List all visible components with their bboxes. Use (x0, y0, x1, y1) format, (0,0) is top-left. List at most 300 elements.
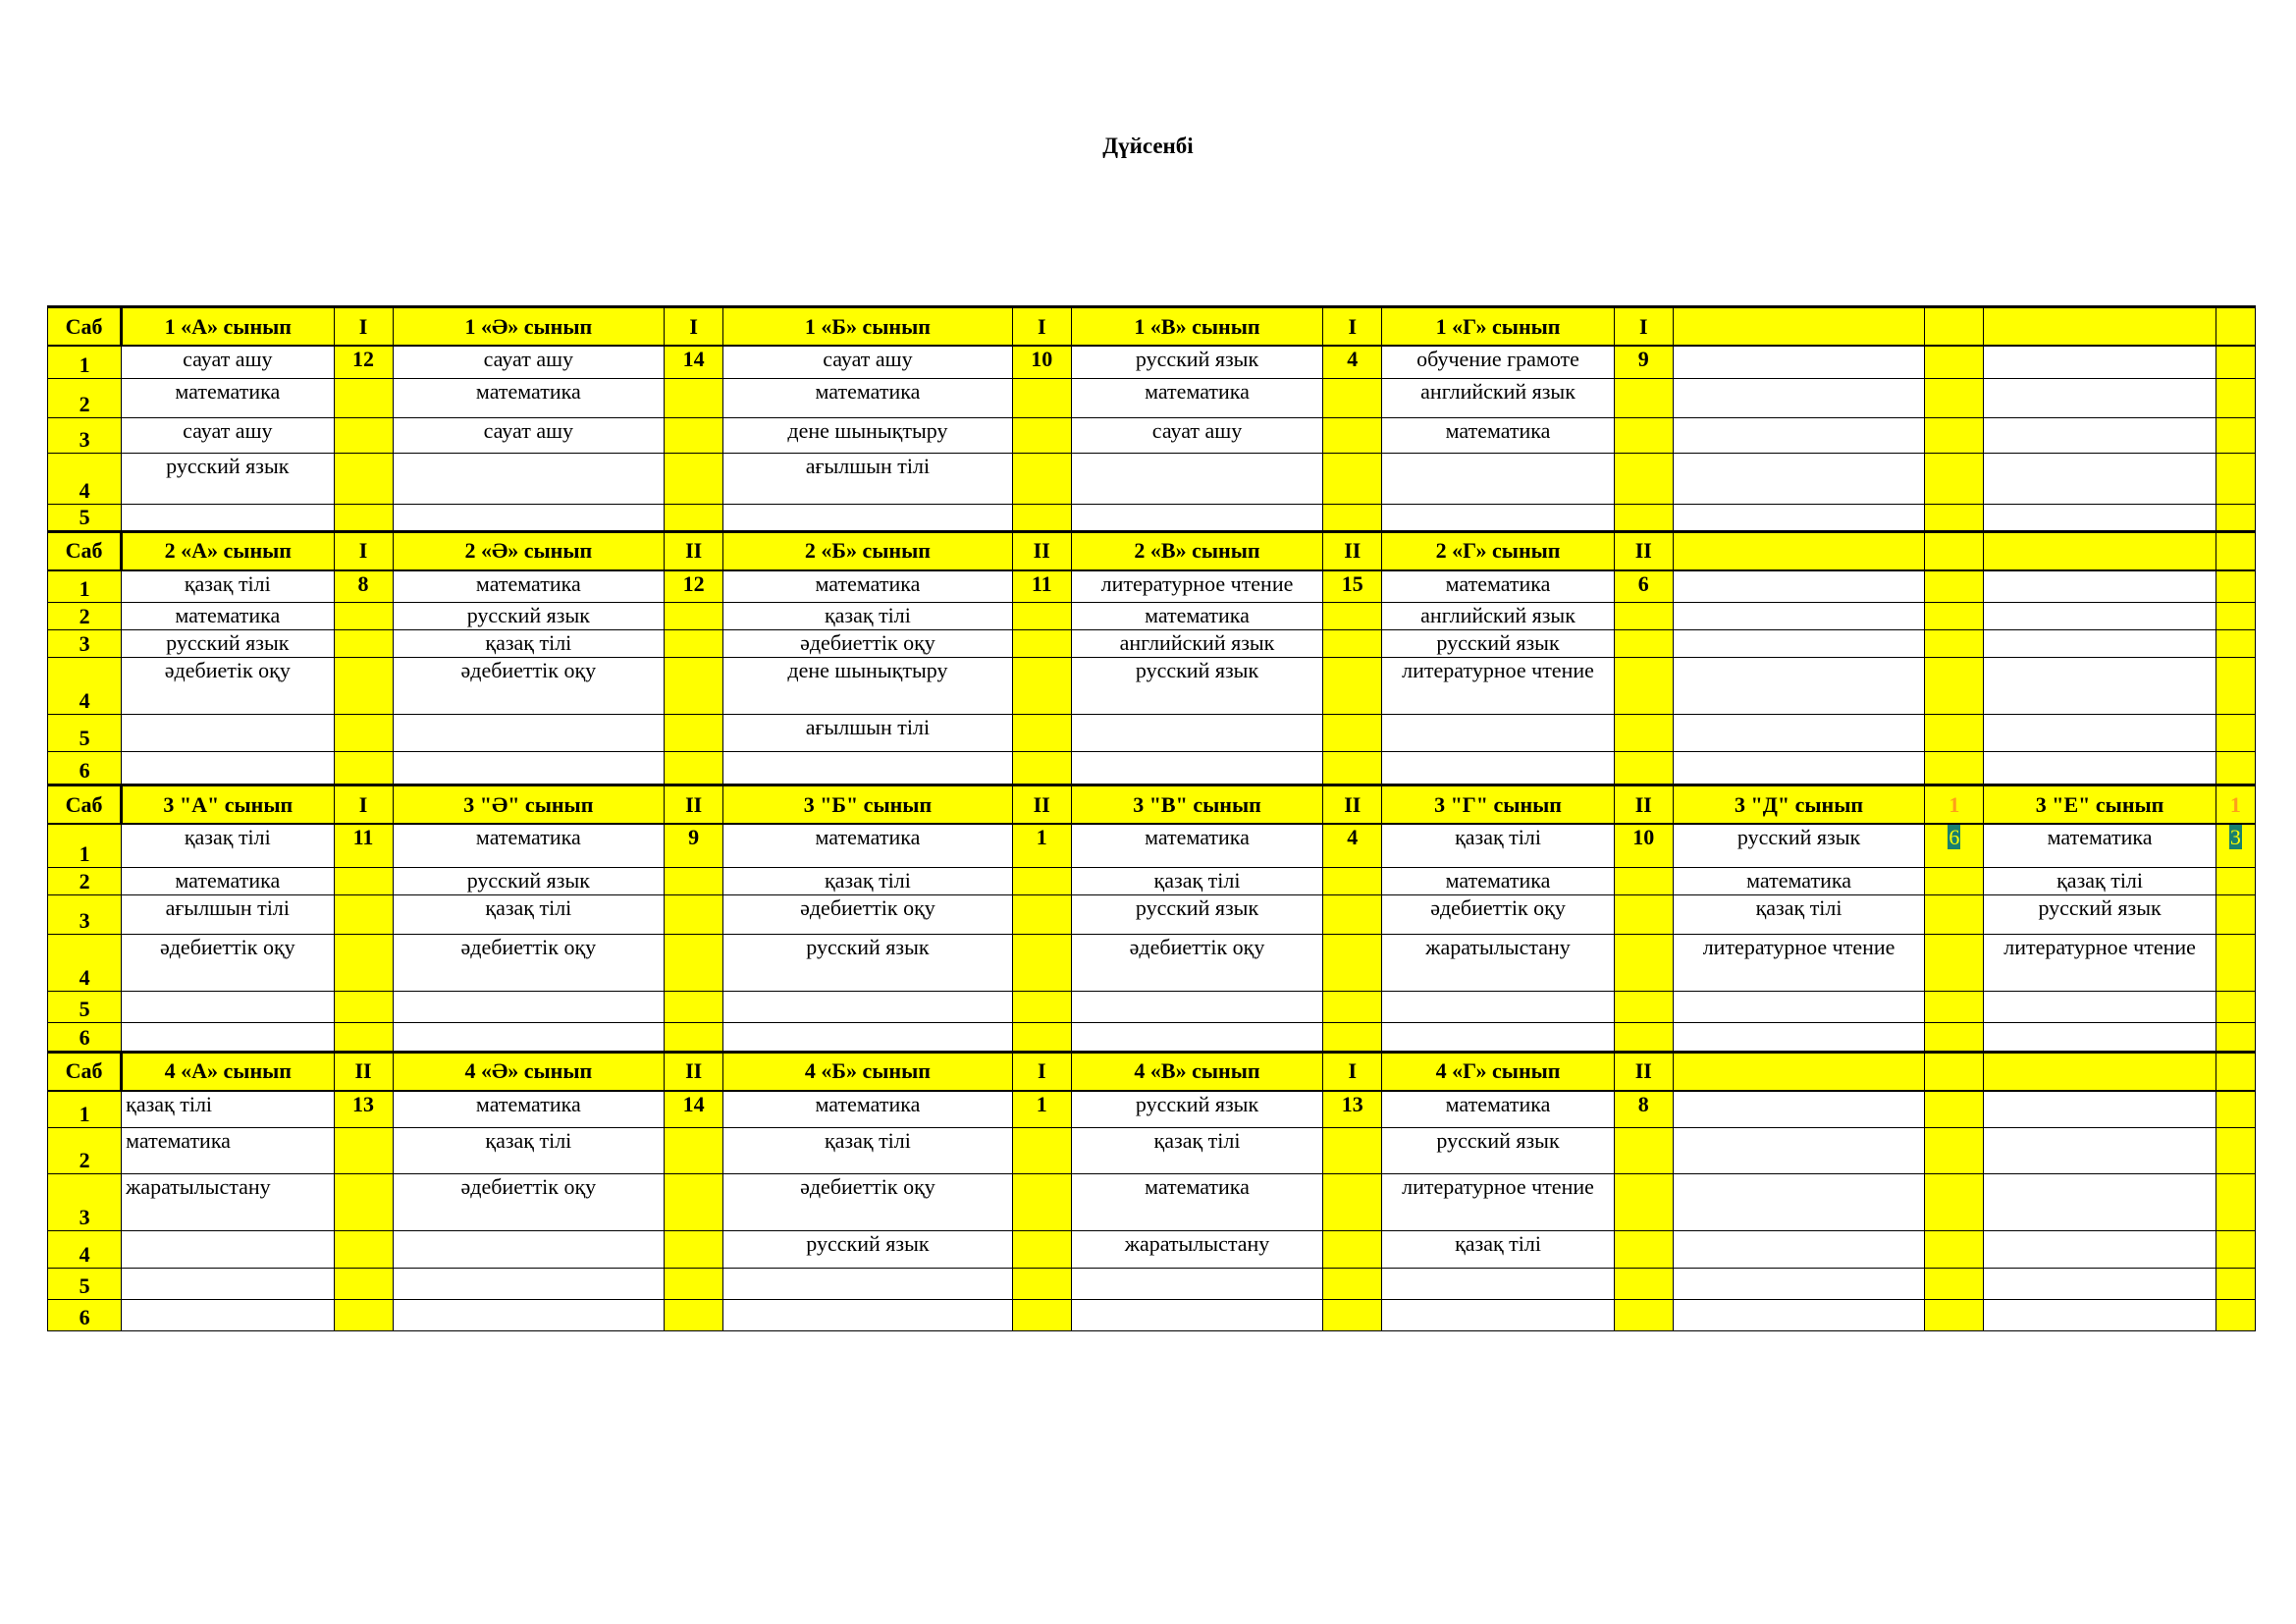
teacher-number-cell (1925, 570, 1984, 603)
teacher-number-cell (2216, 934, 2255, 991)
subject-cell: қазақ тілі (122, 824, 334, 867)
subject-cell (1071, 453, 1322, 504)
teacher-number-cell: 1 (1012, 1091, 1071, 1128)
teacher-number-cell (1925, 1269, 1984, 1300)
teacher-number-cell: 10 (1614, 824, 1673, 867)
table-row (48, 658, 2256, 715)
subject-cell: математика (723, 824, 1013, 867)
lesson-number: 6 (48, 752, 122, 785)
subject-cell (122, 1269, 334, 1300)
teacher-number-cell (1614, 715, 1673, 752)
class-shift (1925, 307, 1984, 347)
teacher-number-cell (1925, 346, 1984, 378)
subject-cell (1382, 504, 1614, 531)
class-name-header: 3 "Г" сынып (1382, 785, 1614, 825)
teacher-number-cell: 9 (665, 824, 723, 867)
teacher-number-cell (334, 1022, 393, 1052)
teacher-number-cell (1925, 1022, 1984, 1052)
teacher-number-cell (2216, 1091, 2255, 1128)
subject-cell: математика (393, 1091, 664, 1128)
subject-cell (1673, 570, 1924, 603)
teacher-number-cell (2216, 504, 2255, 531)
subject-cell: русский язык (1071, 346, 1322, 378)
class-name-header: 1 «Ә» сынып (393, 307, 664, 347)
teacher-number-cell (1012, 1269, 1071, 1300)
subject-cell: әдебиеттік оқу (1382, 894, 1614, 934)
subject-cell: әдебиеттік оқу (393, 658, 664, 715)
class-shift: I (1614, 307, 1673, 347)
class-header-row (48, 307, 2256, 347)
teacher-number-cell (1012, 1300, 1071, 1331)
subject-cell: математика (723, 378, 1013, 417)
table-row (48, 504, 2256, 531)
lesson-number: 2 (48, 603, 122, 630)
subject-cell (1673, 630, 1924, 658)
subject-cell (1984, 1022, 2216, 1052)
teacher-number-cell (1012, 1174, 1071, 1231)
subject-cell: математика (1071, 603, 1322, 630)
subject-cell (393, 453, 664, 504)
class-name-header: 2 «Ә» сынып (393, 531, 664, 570)
teacher-number-cell (334, 603, 393, 630)
class-shift: I (1012, 1052, 1071, 1091)
subject-cell: обучение грамоте (1382, 346, 1614, 378)
class-name-header: 3 "Д" сынып (1673, 785, 1924, 825)
subject-cell: математика (393, 378, 664, 417)
teacher-number-cell (1925, 867, 1984, 894)
subject-cell: әдебиеттік оқу (393, 934, 664, 991)
table-row (48, 1174, 2256, 1231)
teacher-number-cell (1925, 378, 1984, 417)
teacher-number-cell (334, 417, 393, 453)
teacher-number-cell (1925, 1300, 1984, 1331)
lesson-number-header: Саб (48, 531, 122, 570)
class-shift: II (1323, 531, 1382, 570)
teacher-number-cell (1323, 752, 1382, 785)
subject-cell: русский язык (1071, 1091, 1322, 1128)
class-shift: I (665, 307, 723, 347)
subject-cell: русский язык (1673, 824, 1924, 867)
teacher-number-cell (2216, 867, 2255, 894)
teacher-number-cell (665, 504, 723, 531)
teacher-number-cell (1614, 934, 1673, 991)
subject-cell (1071, 991, 1322, 1022)
teacher-number-cell (1012, 1231, 1071, 1269)
highlighted-number: 3 (2229, 825, 2241, 849)
class-shift: II (1012, 531, 1071, 570)
subject-cell (1673, 378, 1924, 417)
teacher-number-cell (1012, 934, 1071, 991)
subject-cell: әдебиеттік оқу (1071, 934, 1322, 991)
teacher-number-cell (1925, 894, 1984, 934)
subject-cell: сауат ашу (723, 346, 1013, 378)
subject-cell: қазақ тілі (122, 570, 334, 603)
class-shift (2216, 531, 2255, 570)
teacher-number-cell: 11 (1012, 570, 1071, 603)
class-name-header: 4 «Б» сынып (723, 1052, 1013, 1091)
table-row (48, 346, 2256, 378)
subject-cell (1673, 1231, 1924, 1269)
teacher-number-cell (665, 894, 723, 934)
subject-cell: математика (723, 1091, 1013, 1128)
teacher-number-cell (1614, 603, 1673, 630)
subject-cell (1673, 504, 1924, 531)
teacher-number-cell (1323, 603, 1382, 630)
teacher-number-cell (1614, 752, 1673, 785)
teacher-number-cell (1012, 752, 1071, 785)
teacher-number-cell (1012, 658, 1071, 715)
subject-cell: қазақ тілі (723, 603, 1013, 630)
class-name-header: 4 «Ә» сынып (393, 1052, 664, 1091)
teacher-number-cell (1323, 1128, 1382, 1174)
teacher-number-cell (1925, 934, 1984, 991)
subject-cell (723, 752, 1013, 785)
teacher-number-cell (1323, 894, 1382, 934)
subject-cell: русский язык (1984, 894, 2216, 934)
teacher-number-cell (1614, 894, 1673, 934)
teacher-number-cell (1925, 630, 1984, 658)
teacher-number-cell (2216, 346, 2255, 378)
highlighted-number: 6 (1949, 825, 1960, 849)
teacher-number-cell (1012, 603, 1071, 630)
teacher-number-cell (2216, 824, 2255, 867)
class-name-header: 3 "А" сынып (122, 785, 334, 825)
class-shift: I (334, 307, 393, 347)
class-shift: 1 (1925, 785, 1984, 825)
subject-cell: математика (1382, 570, 1614, 603)
lesson-number: 1 (48, 824, 122, 867)
class-shift: II (665, 785, 723, 825)
teacher-number-cell (2216, 658, 2255, 715)
class-name-header: 1 «А» сынып (122, 307, 334, 347)
class-shift: I (1012, 307, 1071, 347)
teacher-number-cell (665, 1174, 723, 1231)
lesson-number: 3 (48, 894, 122, 934)
subject-cell (723, 1300, 1013, 1331)
lesson-number-header: Саб (48, 785, 122, 825)
subject-cell (1984, 1174, 2216, 1231)
subject-cell (393, 1300, 664, 1331)
lesson-number: 2 (48, 1128, 122, 1174)
teacher-number-cell (2216, 991, 2255, 1022)
teacher-number-cell (1925, 417, 1984, 453)
class-name-header (1673, 531, 1924, 570)
subject-cell: математика (1382, 867, 1614, 894)
teacher-number-cell (1323, 504, 1382, 531)
class-header-row (48, 785, 2256, 825)
subject-cell (1382, 715, 1614, 752)
subject-cell (1071, 1022, 1322, 1052)
class-header-row (48, 531, 2256, 570)
subject-cell (122, 715, 334, 752)
subject-cell: сауат ашу (122, 346, 334, 378)
teacher-number-cell: 13 (1323, 1091, 1382, 1128)
subject-cell (1984, 378, 2216, 417)
subject-cell (1984, 1269, 2216, 1300)
class-shift (1925, 1052, 1984, 1091)
lesson-number-header: Саб (48, 1052, 122, 1091)
subject-cell: қазақ тілі (1984, 867, 2216, 894)
lesson-number: 1 (48, 1091, 122, 1128)
table-row (48, 894, 2256, 934)
class-shift: I (334, 531, 393, 570)
subject-cell: математика (122, 378, 334, 417)
subject-cell (1382, 1300, 1614, 1331)
teacher-number-cell (1925, 658, 1984, 715)
class-name-header: 2 «Б» сынып (723, 531, 1013, 570)
subject-cell (1382, 752, 1614, 785)
teacher-number-cell (1012, 715, 1071, 752)
subject-cell: әдебиетік оқу (122, 658, 334, 715)
subject-cell (1382, 1022, 1614, 1052)
teacher-number-cell (2216, 1174, 2255, 1231)
subject-cell (1382, 1269, 1614, 1300)
subject-cell (1984, 603, 2216, 630)
teacher-number-cell (1925, 715, 1984, 752)
subject-cell: қазақ тілі (393, 894, 664, 934)
class-shift: II (665, 1052, 723, 1091)
teacher-number-cell (665, 934, 723, 991)
lesson-number: 5 (48, 504, 122, 531)
subject-cell: математика (1673, 867, 1924, 894)
lesson-number: 4 (48, 934, 122, 991)
subject-cell (1984, 752, 2216, 785)
teacher-number-cell (665, 603, 723, 630)
subject-cell: қазақ тілі (122, 1091, 334, 1128)
teacher-number-cell (334, 715, 393, 752)
teacher-number-cell (334, 1269, 393, 1300)
class-name-header: 1 «Б» сынып (723, 307, 1013, 347)
teacher-number-cell (2216, 603, 2255, 630)
table-row (48, 630, 2256, 658)
class-shift: I (1323, 1052, 1382, 1091)
lesson-number: 6 (48, 1300, 122, 1331)
subject-cell (1673, 1174, 1924, 1231)
teacher-number-cell (1012, 1022, 1071, 1052)
schedule-table (47, 305, 2256, 1331)
teacher-number-cell (1614, 504, 1673, 531)
teacher-number-cell (1925, 1128, 1984, 1174)
teacher-number-cell (1614, 1269, 1673, 1300)
subject-cell: математика (122, 603, 334, 630)
table-row (48, 867, 2256, 894)
subject-cell (1984, 570, 2216, 603)
subject-cell (1984, 1231, 2216, 1269)
teacher-number-cell (665, 1269, 723, 1300)
teacher-number-cell (2216, 630, 2255, 658)
teacher-number-cell (334, 453, 393, 504)
subject-cell: русский язык (1382, 630, 1614, 658)
subject-cell (723, 1269, 1013, 1300)
teacher-number-cell (2216, 453, 2255, 504)
class-name-header: 3 "Ә" сынып (393, 785, 664, 825)
subject-cell: қазақ тілі (1382, 824, 1614, 867)
subject-cell: русский язык (393, 867, 664, 894)
subject-cell (1071, 1300, 1322, 1331)
subject-cell: әдебиеттік оқу (393, 1174, 664, 1231)
subject-cell: дене шынықтыру (723, 417, 1013, 453)
subject-cell (122, 991, 334, 1022)
table-row (48, 824, 2256, 867)
teacher-number-cell: 12 (665, 570, 723, 603)
subject-cell (1673, 417, 1924, 453)
table-row (48, 934, 2256, 991)
subject-cell: математика (1071, 1174, 1322, 1231)
teacher-number-cell (665, 1231, 723, 1269)
table-row (48, 570, 2256, 603)
teacher-number-cell (665, 715, 723, 752)
class-name-header: 3 "В" сынып (1071, 785, 1322, 825)
teacher-number-cell (665, 752, 723, 785)
lesson-number: 4 (48, 1231, 122, 1269)
class-shift (2216, 1052, 2255, 1091)
class-shift: 1 (2216, 785, 2255, 825)
teacher-number-cell (665, 630, 723, 658)
subject-cell: жаратылыстану (1382, 934, 1614, 991)
subject-cell (393, 752, 664, 785)
teacher-number-cell (1012, 991, 1071, 1022)
subject-cell (1382, 453, 1614, 504)
subject-cell (1673, 991, 1924, 1022)
teacher-number-cell (1323, 934, 1382, 991)
teacher-number-cell: 8 (1614, 1091, 1673, 1128)
subject-cell: русский язык (122, 453, 334, 504)
teacher-number-cell (665, 1022, 723, 1052)
teacher-number-cell: 13 (334, 1091, 393, 1128)
subject-cell (1984, 453, 2216, 504)
table-row (48, 991, 2256, 1022)
teacher-number-cell: 1 (1012, 824, 1071, 867)
teacher-number-cell (334, 894, 393, 934)
lesson-number: 1 (48, 346, 122, 378)
table-row (48, 1128, 2256, 1174)
subject-cell (1984, 346, 2216, 378)
teacher-number-cell (334, 1231, 393, 1269)
subject-cell: английский язык (1382, 378, 1614, 417)
lesson-number-header: Саб (48, 307, 122, 347)
class-shift: II (1323, 785, 1382, 825)
subject-cell: литературное чтение (1071, 570, 1322, 603)
teacher-number-cell: 9 (1614, 346, 1673, 378)
teacher-number-cell (334, 934, 393, 991)
teacher-number-cell (1323, 991, 1382, 1022)
subject-cell: русский язык (1382, 1128, 1614, 1174)
teacher-number-cell (1614, 630, 1673, 658)
table-row (48, 715, 2256, 752)
subject-cell (1673, 1128, 1924, 1174)
subject-cell: әдебиеттік оқу (122, 934, 334, 991)
table-row (48, 1231, 2256, 1269)
teacher-number-cell (1614, 378, 1673, 417)
teacher-number-cell (334, 1300, 393, 1331)
teacher-number-cell: 8 (334, 570, 393, 603)
teacher-number-cell (2216, 417, 2255, 453)
teacher-number-cell (334, 378, 393, 417)
teacher-number-cell (1012, 867, 1071, 894)
teacher-number-cell (1323, 1231, 1382, 1269)
subject-cell: математика (122, 1128, 334, 1174)
subject-cell (122, 752, 334, 785)
teacher-number-cell (1323, 453, 1382, 504)
subject-cell: сауат ашу (393, 417, 664, 453)
subject-cell: математика (1382, 417, 1614, 453)
teacher-number-cell (1925, 991, 1984, 1022)
subject-cell: сауат ашу (122, 417, 334, 453)
subject-cell: жаратылыстану (1071, 1231, 1322, 1269)
teacher-number-cell (1323, 417, 1382, 453)
subject-cell (1984, 1091, 2216, 1128)
subject-cell: қазақ тілі (393, 1128, 664, 1174)
lesson-number: 3 (48, 417, 122, 453)
teacher-number-cell (334, 658, 393, 715)
teacher-number-cell (1012, 1128, 1071, 1174)
teacher-number-cell (1614, 991, 1673, 1022)
lesson-number: 2 (48, 378, 122, 417)
subject-cell: математика (393, 570, 664, 603)
class-name-header (1984, 531, 2216, 570)
table-row (48, 1091, 2256, 1128)
teacher-number-cell (1012, 504, 1071, 531)
teacher-number-cell (1323, 658, 1382, 715)
subject-cell: жаратылыстану (122, 1174, 334, 1231)
teacher-number-cell (1323, 1174, 1382, 1231)
subject-cell: қазақ тілі (1071, 867, 1322, 894)
subject-cell: математика (393, 824, 664, 867)
subject-cell: ағылшын тілі (723, 453, 1013, 504)
subject-cell: сауат ашу (1071, 417, 1322, 453)
subject-cell: литературное чтение (1382, 1174, 1614, 1231)
subject-cell (393, 715, 664, 752)
lesson-number: 5 (48, 715, 122, 752)
teacher-number-cell (1925, 752, 1984, 785)
subject-cell (393, 1022, 664, 1052)
subject-cell (122, 1300, 334, 1331)
class-name-header: 1 «Г» сынып (1382, 307, 1614, 347)
subject-cell: қазақ тілі (1673, 894, 1924, 934)
table-row (48, 417, 2256, 453)
subject-cell (1673, 453, 1924, 504)
teacher-number-cell (1323, 1022, 1382, 1052)
table-row (48, 752, 2256, 785)
subject-cell: английский язык (1071, 630, 1322, 658)
teacher-number-cell (665, 658, 723, 715)
table-row (48, 378, 2256, 417)
subject-cell: русский язык (1071, 894, 1322, 934)
class-name-header: 2 «В» сынып (1071, 531, 1322, 570)
teacher-number-cell (334, 991, 393, 1022)
teacher-number-cell (2216, 1231, 2255, 1269)
class-name-header: 2 «А» сынып (122, 531, 334, 570)
subject-cell (1673, 346, 1924, 378)
subject-cell: математика (1071, 378, 1322, 417)
teacher-number-cell: 10 (1012, 346, 1071, 378)
subject-cell (1071, 504, 1322, 531)
teacher-number-cell (1323, 378, 1382, 417)
teacher-number-cell (334, 504, 393, 531)
class-name-header: 4 «А» сынып (122, 1052, 334, 1091)
table-row (48, 1300, 2256, 1331)
class-name-header: 4 «Г» сынып (1382, 1052, 1614, 1091)
teacher-number-cell (1012, 453, 1071, 504)
class-name-header: 2 «Г» сынып (1382, 531, 1614, 570)
subject-cell (1071, 752, 1322, 785)
subject-cell: русский язык (723, 934, 1013, 991)
teacher-number-cell (2216, 715, 2255, 752)
subject-cell (1673, 658, 1924, 715)
teacher-number-cell (1925, 1231, 1984, 1269)
teacher-number-cell (665, 417, 723, 453)
subject-cell: русский язык (1071, 658, 1322, 715)
